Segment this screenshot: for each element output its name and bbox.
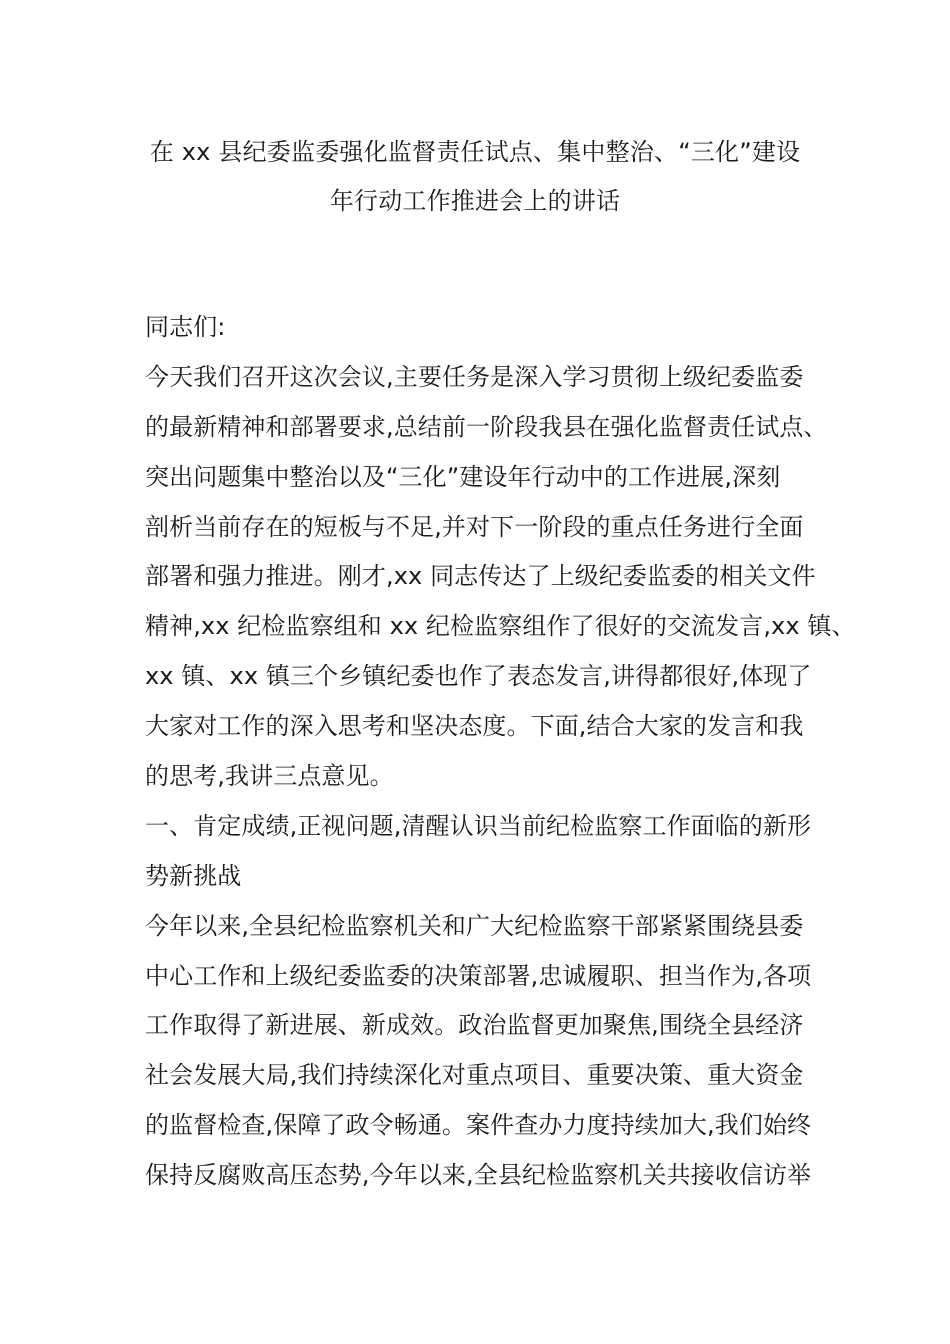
- body-line: 突出问题集中整治以及“三化”建设年行动中的工作进展,深刻: [145, 462, 781, 491]
- body-line: 中心工作和上级纪委监委的决策部署,忠诚履职、担当作为,各项: [145, 961, 812, 990]
- section-heading-line: 势新挑战: [145, 861, 242, 890]
- title-line-1: 在 xx 县纪委监委强化监督责任试点、集中整治、“三化”建设: [149, 138, 801, 166]
- body-line: 的监督检查,保障了政令畅通。案件查办力度持续加大,我们始终: [145, 1111, 812, 1140]
- body-line: 的最新精神和部署要求,总结前一阶段我县在强化监督责任试点、: [145, 412, 828, 441]
- body-line: 社会发展大局,我们持续深化对重点项目、重要决策、重大资金: [145, 1061, 804, 1090]
- body-line: 保持反腐败高压态势,今年以来,全县纪检监察机关共接收信访举: [145, 1161, 812, 1190]
- body-line: 剖析当前存在的短板与不足,并对下一阶段的重点任务进行全面: [145, 512, 804, 541]
- salutation: 同志们:: [145, 313, 226, 341]
- body-line: 精神,xx 纪检监察组和 xx 纪检监察组作了很好的交流发言,xx 镇、: [145, 612, 856, 641]
- title-line-2: 年行动工作推进会上的讲话: [329, 187, 621, 215]
- body-line: 的思考,我讲三点意见。: [145, 762, 394, 791]
- document-title: [120, 128, 830, 226]
- document-body: [145, 303, 856, 1201]
- body-line: xx 镇、xx 镇三个乡镇纪委也作了表态发言,讲得都很好,体现了: [145, 662, 812, 691]
- body-line: 今天我们召开这次会议,主要任务是深入学习贯彻上级纪委监委: [145, 362, 804, 391]
- section-heading-line: 一、肯定成绩,正视问题,清醒认识当前纪检监察工作面临的新形: [145, 811, 812, 840]
- body-line: 部署和强力推进。刚才,xx 同志传达了上级纪委监委的相关文件: [145, 562, 816, 591]
- body-line: 大家对工作的深入思考和坚决态度。下面,结合大家的发言和我: [145, 712, 804, 741]
- body-line: 工作取得了新进展、新成效。政治监督更加聚焦,围绕全县经济: [145, 1011, 804, 1040]
- body-line: 今年以来,全县纪检监察机关和广大纪检监察干部紧紧围绕县委: [145, 911, 804, 940]
